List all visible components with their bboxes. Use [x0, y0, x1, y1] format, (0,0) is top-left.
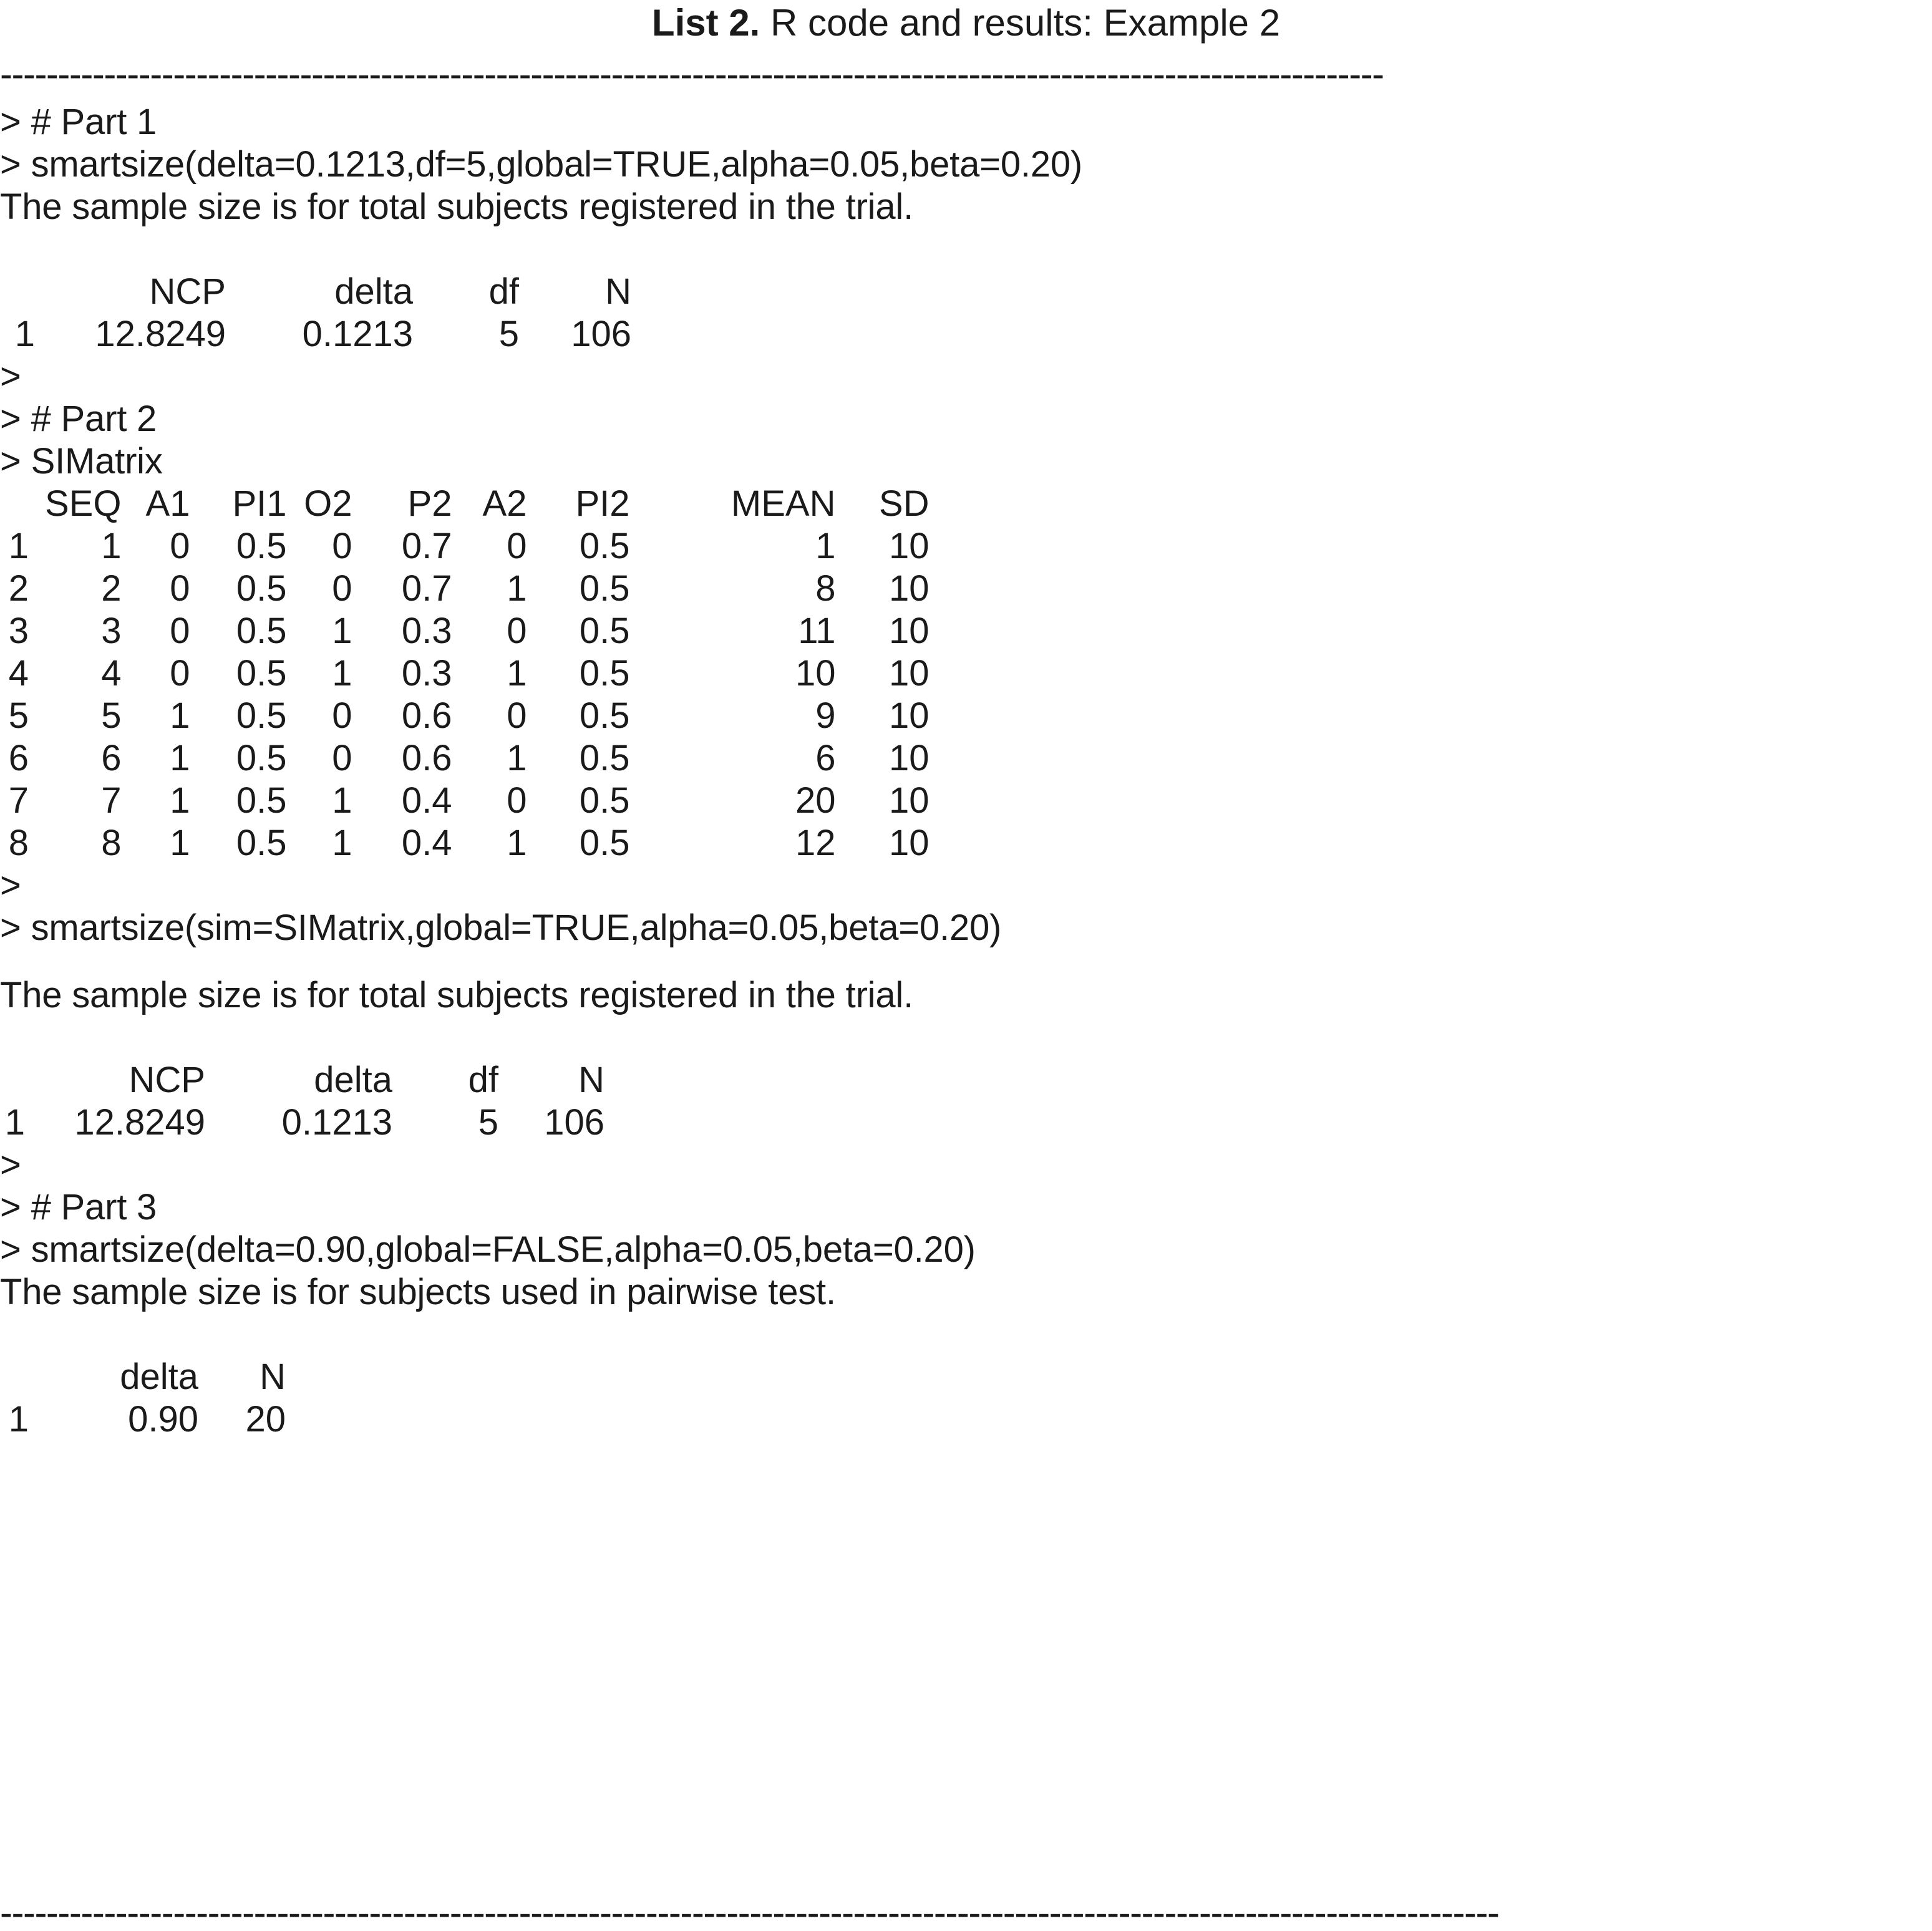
cell-pi2: 0.5	[579, 568, 630, 609]
row-label-header	[0, 1059, 34, 1101]
cell-pi2: 0.5	[579, 526, 630, 566]
spacer	[0, 1017, 1932, 1059]
table-row	[0, 780, 930, 822]
part1-message-line: The sample size is for total subjects registered in the trial.	[0, 186, 914, 227]
cell-ncp: 12.8249	[74, 1102, 205, 1143]
cell-a1: 1	[170, 823, 190, 863]
row-index: 1	[8, 526, 29, 566]
cell-a1: 1	[170, 780, 190, 821]
cell-delta: 0.90	[128, 1399, 198, 1440]
prompt-blank-line-2: >	[0, 865, 21, 906]
table-header-row	[0, 271, 631, 313]
row-index: 8	[8, 823, 29, 863]
cell-a2: 0	[507, 611, 527, 651]
cell-pi1: 0.5	[236, 780, 287, 821]
row-index: 1	[4, 1102, 25, 1143]
cell-sd: 10	[888, 823, 930, 863]
part1-comment-line: > # Part 1	[0, 102, 157, 142]
cell-pi2: 0.5	[579, 695, 630, 736]
column-header-p2: P2	[407, 483, 452, 524]
cell-a1: 0	[170, 653, 190, 694]
part2-message-line: The sample size is for total subjects registered in the trial.	[0, 975, 914, 1015]
r-console-output	[0, 101, 1932, 1441]
cell-sd: 10	[888, 653, 930, 694]
row-index: 6	[8, 738, 29, 778]
cell-mean: 12	[795, 823, 836, 863]
cell-pi2: 0.5	[579, 653, 630, 694]
table-header-row	[0, 483, 930, 525]
top-divider: ------------------------------------------------------------------------------------------------------------------------	[0, 61, 1384, 87]
cell-df: 5	[478, 1102, 498, 1143]
cell-mean: 8	[815, 568, 836, 609]
table-header-row	[0, 1059, 604, 1101]
simatrix-table	[0, 483, 930, 864]
cell-o2: 1	[332, 611, 352, 651]
cell-a1: 0	[170, 611, 190, 651]
cell-mean: 9	[815, 695, 836, 736]
cell-p2: 0.7	[401, 526, 452, 566]
column-header-o2: O2	[304, 483, 352, 524]
cell-p2: 0.6	[401, 738, 452, 778]
delta-n-table	[0, 1356, 286, 1441]
cell-mean: 1	[815, 526, 836, 566]
ncp-table-2	[0, 1059, 604, 1144]
cell-o2: 0	[332, 738, 352, 778]
cell-seq: 8	[101, 823, 122, 863]
cell-o2: 0	[332, 568, 352, 609]
row-label-header	[0, 1356, 42, 1398]
row-index: 3	[8, 611, 29, 651]
row-index: 2	[8, 568, 29, 609]
table-row	[0, 525, 930, 568]
cell-delta: 0.1213	[281, 1102, 392, 1143]
spacer	[0, 1314, 1932, 1356]
cell-p2: 0.6	[401, 695, 452, 736]
cell-mean: 11	[798, 611, 836, 651]
table-row	[0, 652, 930, 695]
column-header-sd: SD	[878, 483, 930, 524]
cell-o2: 1	[332, 653, 352, 694]
page-title-description: R code and results: Example 2	[760, 2, 1281, 44]
column-header-df: df	[468, 1060, 498, 1100]
cell-mean: 6	[815, 738, 836, 778]
column-header-ncp: NCP	[149, 271, 226, 312]
cell-sd: 10	[888, 738, 930, 778]
cell-pi1: 0.5	[236, 526, 287, 566]
part2-object-line: > SIMatrix	[0, 441, 163, 482]
row-index: 5	[8, 695, 29, 736]
cell-a2: 1	[507, 738, 527, 778]
cell-pi1: 0.5	[236, 611, 287, 651]
cell-pi1: 0.5	[236, 568, 287, 609]
prompt-blank-line-3: >	[0, 1145, 21, 1185]
row-label-header	[0, 483, 45, 525]
cell-sd: 10	[888, 695, 930, 736]
cell-sd: 10	[888, 568, 930, 609]
column-header-mean: MEAN	[731, 483, 836, 524]
cell-seq: 2	[101, 568, 122, 609]
cell-o2: 0	[332, 695, 352, 736]
cell-n: 106	[544, 1102, 604, 1143]
cell-sd: 10	[888, 526, 930, 566]
cell-df: 5	[498, 314, 519, 354]
column-header-delta: delta	[334, 271, 413, 312]
cell-n: 20	[245, 1399, 286, 1440]
cell-a2: 1	[507, 823, 527, 863]
cell-sd: 10	[888, 611, 930, 651]
cell-pi2: 0.5	[579, 738, 630, 778]
column-header-ncp: NCP	[129, 1060, 205, 1100]
column-header-delta: delta	[314, 1060, 392, 1100]
cell-pi1: 0.5	[236, 653, 287, 694]
column-header-pi1: PI1	[232, 483, 287, 524]
cell-p2: 0.4	[401, 823, 452, 863]
spacer	[0, 228, 1932, 271]
cell-pi2: 0.5	[579, 611, 630, 651]
ncp-table-1	[0, 271, 631, 356]
cell-delta: 0.1213	[302, 314, 413, 354]
part3-message-line: The sample size is for subjects used in pairwise test.	[0, 1272, 836, 1312]
row-label-header	[0, 271, 45, 313]
row-index: 7	[8, 780, 29, 821]
cell-a1: 0	[170, 526, 190, 566]
part2-comment-line: > # Part 2	[0, 399, 157, 439]
cell-o2: 1	[332, 780, 352, 821]
table-row	[0, 313, 631, 356]
table-row	[0, 610, 930, 652]
cell-p2: 0.3	[401, 611, 452, 651]
cell-seq: 4	[101, 653, 122, 694]
column-header-n: N	[578, 1060, 604, 1100]
cell-ncp: 12.8249	[95, 314, 226, 354]
table-row	[0, 695, 930, 737]
column-header-n: N	[260, 1357, 286, 1397]
cell-pi1: 0.5	[236, 823, 287, 863]
cell-pi1: 0.5	[236, 738, 287, 778]
cell-pi2: 0.5	[579, 780, 630, 821]
cell-p2: 0.3	[401, 653, 452, 694]
table-row	[0, 1101, 604, 1144]
row-index: 4	[8, 653, 29, 694]
table-header-row	[0, 1356, 286, 1398]
cell-a2: 0	[507, 695, 527, 736]
cell-a1: 0	[170, 568, 190, 609]
spacer	[0, 949, 1932, 974]
cell-a1: 1	[170, 738, 190, 778]
bottom-divider: ----------------------------------------------------------------------------------------------------------------------------------	[0, 1900, 1499, 1926]
column-header-delta: delta	[120, 1357, 198, 1397]
cell-seq: 5	[101, 695, 122, 736]
cell-n: 106	[571, 314, 631, 354]
row-index: 1	[14, 314, 35, 354]
part1-call-line: > smartsize(delta=0.1213,df=5,global=TRUE,alpha=0.05,beta=0.20)	[0, 144, 1083, 185]
cell-sd: 10	[888, 780, 930, 821]
cell-a2: 0	[507, 780, 527, 821]
column-header-n: N	[605, 271, 631, 312]
cell-o2: 1	[332, 823, 352, 863]
cell-pi2: 0.5	[579, 823, 630, 863]
cell-mean: 20	[795, 780, 836, 821]
column-header-pi2: PI2	[575, 483, 630, 524]
column-header-df: df	[488, 271, 519, 312]
table-row	[0, 568, 930, 610]
prompt-blank-line-1: >	[0, 356, 21, 397]
part2-call-line: > smartsize(sim=SIMatrix,global=TRUE,alpha=0.05,beta=0.20)	[0, 907, 1002, 948]
cell-pi1: 0.5	[236, 695, 287, 736]
table-row	[0, 737, 930, 780]
cell-a2: 0	[507, 526, 527, 566]
part3-comment-line: > # Part 3	[0, 1187, 157, 1227]
cell-seq: 3	[101, 611, 122, 651]
cell-a1: 1	[170, 695, 190, 736]
page-title	[0, 0, 1932, 45]
column-header-a2: A2	[482, 483, 527, 524]
cell-p2: 0.7	[401, 568, 452, 609]
cell-seq: 7	[101, 780, 122, 821]
cell-o2: 0	[332, 526, 352, 566]
cell-p2: 0.4	[401, 780, 452, 821]
part3-call-line: > smartsize(delta=0.90,global=FALSE,alpha=0.05,beta=0.20)	[0, 1229, 976, 1270]
table-row	[0, 822, 930, 864]
table-row	[0, 1398, 286, 1441]
cell-a2: 1	[507, 653, 527, 694]
column-header-a1: A1	[145, 483, 190, 524]
column-header-seq: SEQ	[45, 483, 122, 524]
cell-a2: 1	[507, 568, 527, 609]
cell-mean: 10	[795, 653, 836, 694]
row-index: 1	[8, 1399, 29, 1440]
cell-seq: 1	[101, 526, 122, 566]
cell-seq: 6	[101, 738, 122, 778]
page-title-label: List 2.	[651, 2, 760, 44]
